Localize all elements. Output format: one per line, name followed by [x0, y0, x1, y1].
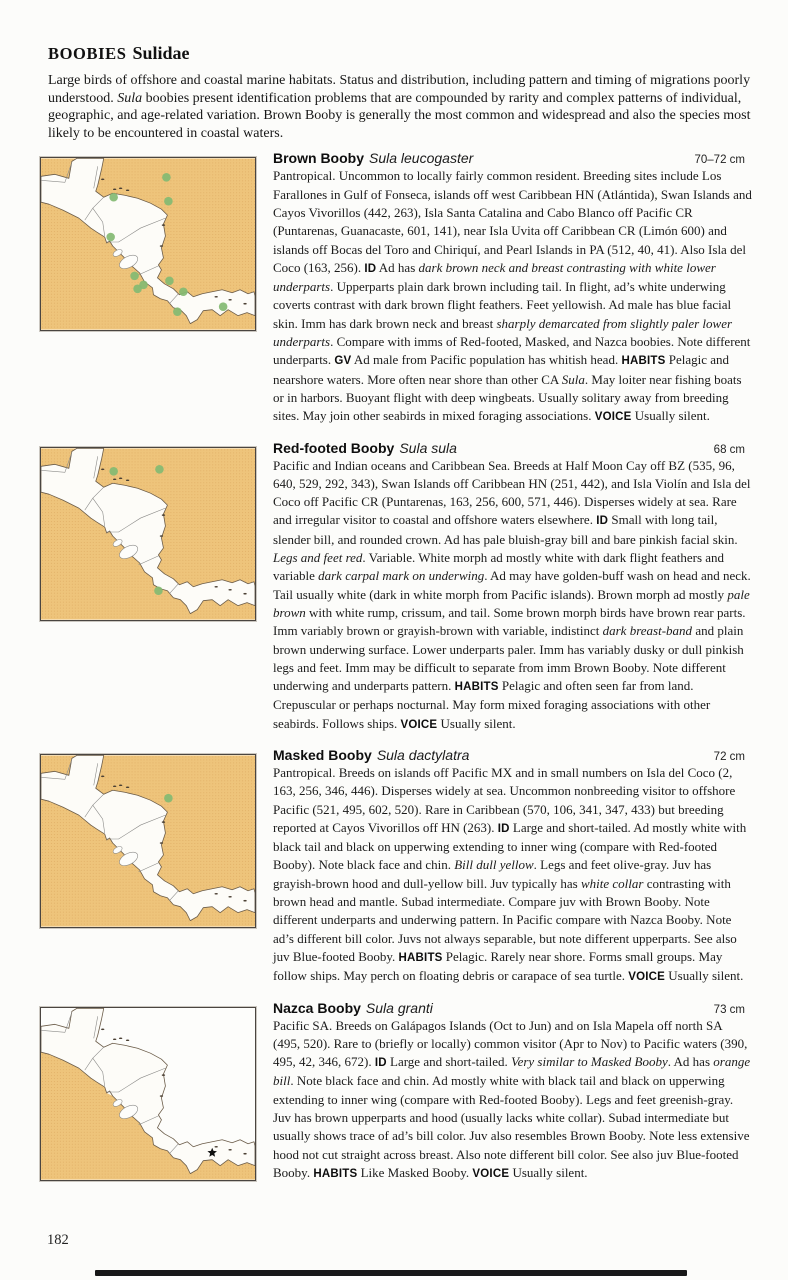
species-scientific-name: Sula leucogaster	[369, 150, 474, 167]
species-text-column	[264, 747, 745, 987]
species-account-row	[48, 999, 751, 1184]
species-common-name: Masked Booby	[273, 746, 372, 763]
range-map-svg	[41, 1008, 255, 1180]
range-map-svg	[41, 158, 255, 330]
breeding-site-dot	[179, 288, 188, 297]
species-accounts	[48, 150, 752, 1183]
species-heading	[273, 747, 745, 763]
species-text-column	[264, 999, 751, 1184]
breeding-site-dot	[173, 308, 182, 317]
map-column	[40, 1000, 264, 1181]
species-text-column	[264, 439, 751, 734]
species-account-text: Pantropical. Breeds on islands off Pacific MX and in small numbers on Isla del Coco (2, 163, 256, 346, 446). Disperses widely at sea. Uncommon nonbreeding visitor to offshore Pacific (521, 495, 602, 520). Rare in Caribbean (570, 106, 341, 347, 433) but breeding reported at Cayos Vivorillos off HN (263). ID Large and short-tailed. Ad mostly white with black tail and black on upperwing extending to inner wing (compare with Red-footed Booby). Note black face and chin. Bill dull yellow. Legs and feet olive-gray. Juv has grayish-brown hood and dull-yellow bill. Juv typically has white collar contrasting with brown head and mantle. Subad intermediate. Compare juv with Brown Booby. Note different underparts and underwing pattern. In Pacific compare with Nazca Booby. Note ad’s different bill color. Juvs not always separable, but note different upperparts. See also juv Blue-footed Booby. HABITS Pelagic. Rarely near shore. Forms small groups. May follow ships. May perch on floating debris or carapace of sea turtle. VOICE Usually silent.	[273, 764, 747, 984]
breeding-site-dot	[219, 303, 228, 312]
map-column	[40, 440, 264, 621]
page-number: 182	[47, 1232, 69, 1248]
species-heading	[273, 1000, 745, 1016]
species-account-text: Pacific SA. Breeds on Galápagos Islands (Oct to Jun) and on Isla Mapela off north SA (495, 520). Rare to (briefly or locally) common visitor (Apr to Nov) to Pacific waters (390, 495, 42, 346, 672). ID Large and short-tailed. Very similar to Masked Booby. Ad has orange bill. Note black face and chin. Ad mostly white with black tail and black on upperwing extending to inner wing (compare with Red-footed Booby). Legs and feet greenish-gray. Juv has brown upperparts and hood (usually lacks white collar). Subad intermediate but usually shows trace of ad’s bill color. Juv also resembles Brown Booby. Note less extensive hood not cut straight across breast. Also note different bill color. See also juv Blue-footed Booby. HABITS Like Masked Booby. VOICE Usually silent.	[273, 1017, 751, 1180]
family-scientific-name: Sulidae	[132, 43, 190, 63]
breeding-site-dot	[133, 285, 142, 294]
page-edge-bar	[95, 1270, 687, 1276]
species-scientific-name: Sula dactylatra	[376, 746, 470, 763]
range-map-svg	[41, 448, 255, 620]
breeding-site-dot	[130, 272, 139, 281]
range-map	[40, 447, 256, 621]
breeding-site-dot	[155, 465, 164, 474]
family-heading	[48, 30, 745, 67]
breeding-site-dot	[164, 794, 173, 803]
species-scientific-name: Sula granti	[365, 999, 433, 1016]
species-account-row	[48, 439, 751, 734]
map-column	[40, 150, 264, 331]
intro-paragraph: Large birds of offshore and coastal marine habitats. Status and distribution, including pattern and timing of migrations poorly understood. Sula boobies present identification problems that are compounded by rarity and complex patterns of individual, geographic, and age-related variation. Brown Booby is generally the most common and widespread and also the species most likely to be encountered in coastal waters.	[48, 73, 751, 141]
species-size: 68 cm	[713, 443, 745, 456]
species-account-row	[48, 747, 745, 987]
species-text-column	[264, 150, 752, 426]
breeding-site-dot	[109, 193, 118, 202]
species-size: 72 cm	[713, 750, 745, 763]
range-map	[40, 1007, 256, 1181]
species-heading	[273, 440, 745, 456]
species-account-text: Pantropical. Uncommon to locally fairly common resident. Breeding sites include Los Farallones in Gulf of Fonseca, islands off west Caribbean HN (Atlántida), Swan Islands and Cayos Vivorillos (442, 263), Isla Santa Catalina and Cabo Blanco off Pacific CR (Puntarenas, Guanacaste, 601, 141), near Isla Uvita off Caribbean CR (Limón 600) and islands off Bocas del Toro and Chiriquí, and Pearl Islands in PA (512, 40, 41). Also Isla del Coco (163, 256). ID Ad has dark brown neck and breast contrasting with white lower underparts. Upperparts plain dark brown including tail. In flight, ad’s white underwing coverts contrast with dark brown flight feathers. Feet yellowish. Ad male has blue facial skin. Imm has dark brown neck and breast sharply demarcated from slightly paler lower underparts. Compare with imms of Red-footed, Masked, and Nazca boobies. Note different underparts. GV Ad male from Pacific population has whitish head. HABITS Pelagic and nearshore waters. More often near shore than other CA Sula. May loiter near fishing boats or in harbors. Buoyant flight with deep wingbeats. Usually solitary away from breeding sites. May join other seabirds in mixed foraging associations. VOICE Usually silent.	[273, 168, 752, 424]
breeding-site-dot	[109, 467, 118, 476]
species-account-row	[48, 150, 752, 426]
species-common-name: Brown Booby	[273, 150, 364, 167]
species-common-name: Red-footed Booby	[273, 439, 395, 456]
species-heading	[273, 150, 745, 166]
range-map-svg	[41, 755, 255, 927]
range-map	[40, 754, 256, 928]
breeding-site-dot	[164, 197, 173, 206]
species-size: 70–72 cm	[694, 154, 745, 167]
breeding-site-dot	[165, 277, 174, 286]
map-column	[40, 747, 264, 928]
species-account-text: Pacific and Indian oceans and Caribbean Sea. Breeds at Half Moon Cay off BZ (535, 96, 640, 529, 292, 343), Swan Islands off Caribbean HN (251, 442), and Isla Violín and Isla del Coco off Pacific CR (Puntarenas, 163, 256, 600, 571, 446). Disperses widely at sea. Rare and irregular visitor to coastal and offshore waters elsewhere. ID Small with long tail, slender bill, and rounded crown. Ad has pale bluish-gray bill and bare pinkish facial skin. Legs and feet red. Variable. White morph ad mostly white with dark flight feathers and variable dark carpal mark on underwing. Ad may have golden-buff wash on head and neck. Tail usually white (dark in white morph from Pacific islands). Brown morph ad mostly pale brown with white rump, crissum, and tail. Some brown morph birds have brown rear parts. Imm variably brown or grayish-brown with variable, indistinct dark breast-band and plain brown underwing surface. Lower underparts paler. Imm has variably dusky or dull pinkish legs and feet. Imm may be difficult to separate from imm Brown Booby. Note different underwing and underparts pattern. HABITS Pelagic and often seen far from land. Crepuscular or perhaps nocturnal. May form mixed foraging associations with other seabirds. Follows ships. VOICE Usually silent.	[273, 457, 751, 731]
breeding-site-dot	[162, 173, 171, 182]
family-common-name: BOOBIES	[48, 44, 127, 63]
species-common-name: Nazca Booby	[273, 999, 361, 1016]
species-size: 73 cm	[713, 1003, 745, 1016]
breeding-site-dot	[154, 586, 163, 595]
range-map	[40, 157, 256, 331]
breeding-site-dot	[106, 233, 115, 242]
species-scientific-name: Sula sula	[399, 439, 457, 456]
